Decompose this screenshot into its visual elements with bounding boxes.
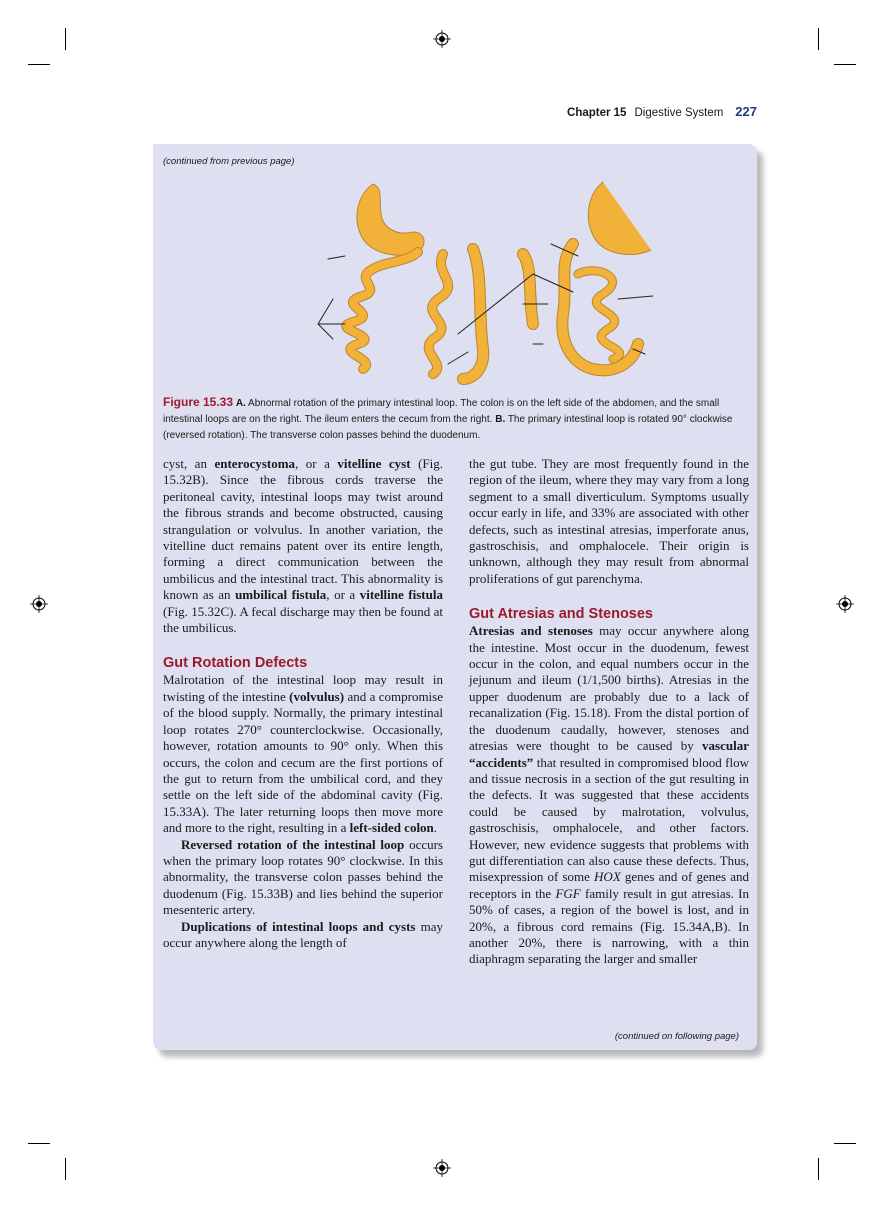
diagram-b	[533, 182, 653, 370]
text-run: genes and of genes and receptors in the	[469, 869, 749, 901]
caption-text-b: The primary intestinal loop is rotated 90° clockwise (reversed rotation). The transverse colon passes behind the duodenum.	[163, 414, 733, 441]
text-run: .	[433, 820, 438, 836]
page-number: 227	[735, 104, 757, 119]
text-run: family result in gut atresias. In 50% of cases, a region of the bowel is lost, and in 20%, a fibrous cord remains (Fig. 15.34A,B). In another 20%, there is narrowing, with a thin diaphragm separating the larger and smaller	[469, 885, 749, 967]
registration-mark-icon	[433, 30, 451, 48]
continued-from-note: (continued from previous page)	[163, 156, 295, 167]
crop-mark	[834, 1143, 856, 1144]
boxed-section	[153, 144, 757, 1050]
crop-mark	[28, 64, 50, 65]
term-bold: Duplications of intestinal loops and cysts	[181, 918, 416, 934]
section-heading: Gut Atresias and Stenoses	[469, 606, 653, 623]
figure-number: Figure 15.33	[163, 395, 234, 409]
figure-illustration	[233, 174, 653, 394]
crop-mark	[28, 1143, 50, 1144]
registration-mark-icon	[836, 595, 854, 613]
registration-mark-icon	[30, 595, 48, 613]
running-header	[567, 104, 757, 119]
term-bold: vitelline cyst	[337, 456, 411, 471]
text-run: Malrotation of the intestinal loop may result in twisting of the intestine	[163, 672, 443, 704]
right-column	[469, 456, 749, 968]
crop-mark	[65, 28, 66, 50]
text-run: (Fig. 15.32B). Since the fibrous cords traverse the peritoneal cavity, intestinal loops may twist around the fibrous strands and become obstructed, causing strangulation or volvulus. In another variation, the vitelline duct remains patent over its entire length, forming a direct communication between the umbilicus and the intestinal tract. This abnormality is known as an	[163, 456, 443, 603]
continued-on-note: (continued on following page)	[614, 1031, 739, 1042]
term-bold: enterocystoma	[214, 456, 296, 471]
term-bold: umbilical fistula	[235, 587, 327, 603]
term-bold: Atresias and stenoses	[469, 623, 593, 639]
paragraph	[163, 672, 443, 836]
text-run: may occur anywhere along the length of	[163, 918, 443, 950]
crop-mark	[65, 1158, 66, 1180]
section-heading: Gut Rotation Defects	[163, 655, 308, 672]
text-run: , or a	[326, 587, 360, 603]
text-run: cyst, an	[163, 456, 215, 471]
section-label: Digestive System	[634, 107, 724, 119]
term-bold: (volvulus)	[289, 688, 345, 704]
crop-mark	[818, 28, 819, 50]
term-italic: FGF	[555, 885, 581, 901]
paragraph	[469, 623, 749, 968]
caption-text-a: Abnormal rotation of the primary intestinal loop. The colon is on the left side of the abdomen, and the small intestinal loops are on the right. The ileum enters the cecum from the right.	[163, 398, 720, 425]
paragraph	[163, 919, 443, 952]
paragraph	[163, 456, 443, 636]
crop-mark	[834, 64, 856, 65]
text-run: and a compromise of the blood supply. Normally, the primary intestinal loop rotates 270° counterclockwise. Occasionally, however, rotation amounts to 90° only. When this occurs, the colon and cecum are the first portions of the gut to return from the umbilical cord, and they settle on the left side of the abdominal cavity (Fig. 15.33A). The later returning loops then move more and more to the right, resulting in a	[163, 688, 443, 836]
crop-mark	[818, 1158, 819, 1180]
paragraph	[163, 837, 443, 919]
paragraph: the gut tube. They are most frequently found in the region of the ileum, where they may vary from a long segment to a small diverticulum. Symptoms usually occur early in life, and 33% are associated with other defects, such as intestinal atresias, imperforate anus, gastroschisis, and omphalocele. Their origin is unknown, although they may result from abnormal proliferations of gut parenchyma.	[469, 456, 749, 586]
text-run: , or a	[295, 456, 338, 471]
term-italic: HOX	[594, 869, 621, 885]
text-run: may occur anywhere along the intestine. Most occur in the duodenum, fewest occur in the colon, and equal numbers occur in the jejunum and ileum (1/1,500 births). Atresias in the upper duodenum are probably due to a lack of recanalization (Fig. 15.18). From the distal portion of the duodenum caudally, however, stenoses and atresias were thought to be caused by	[469, 623, 749, 754]
diagram-a	[318, 184, 548, 379]
caption-label-b: B.	[495, 414, 506, 425]
text-run: (Fig. 15.32C). A fecal discharge may then be found at the umbilicus.	[163, 603, 443, 636]
term-bold: vascular “accidents”	[469, 738, 749, 770]
term-bold: vitelline fistula	[359, 587, 443, 603]
caption-label-a: A.	[235, 398, 246, 409]
figure-caption	[163, 394, 743, 444]
text-run: occurs when the primary loop rotates 90° clockwise. In this abnormality, the transverse colon passes behind the duodenum (Fig. 15.33B) and lies behind the superior mesenteric artery.	[163, 836, 443, 918]
text-run: that resulted in compromised blood flow and tissue necrosis in a section of the gut resulting in the defects. It was suggested that these accidents could be caused by malrotation, volvulus, gastroschisis, omphalocele, and other factors. However, new evidence suggests that problems with gut differentiation can also cause these defects. Thus, misexpression of some	[469, 754, 749, 885]
registration-mark-icon	[433, 1159, 451, 1177]
chapter-label: Chapter 15	[567, 107, 627, 119]
term-bold: left-sided colon	[349, 820, 434, 836]
term-bold: Reversed rotation of the intestinal loop	[181, 836, 405, 852]
left-column	[163, 456, 443, 951]
